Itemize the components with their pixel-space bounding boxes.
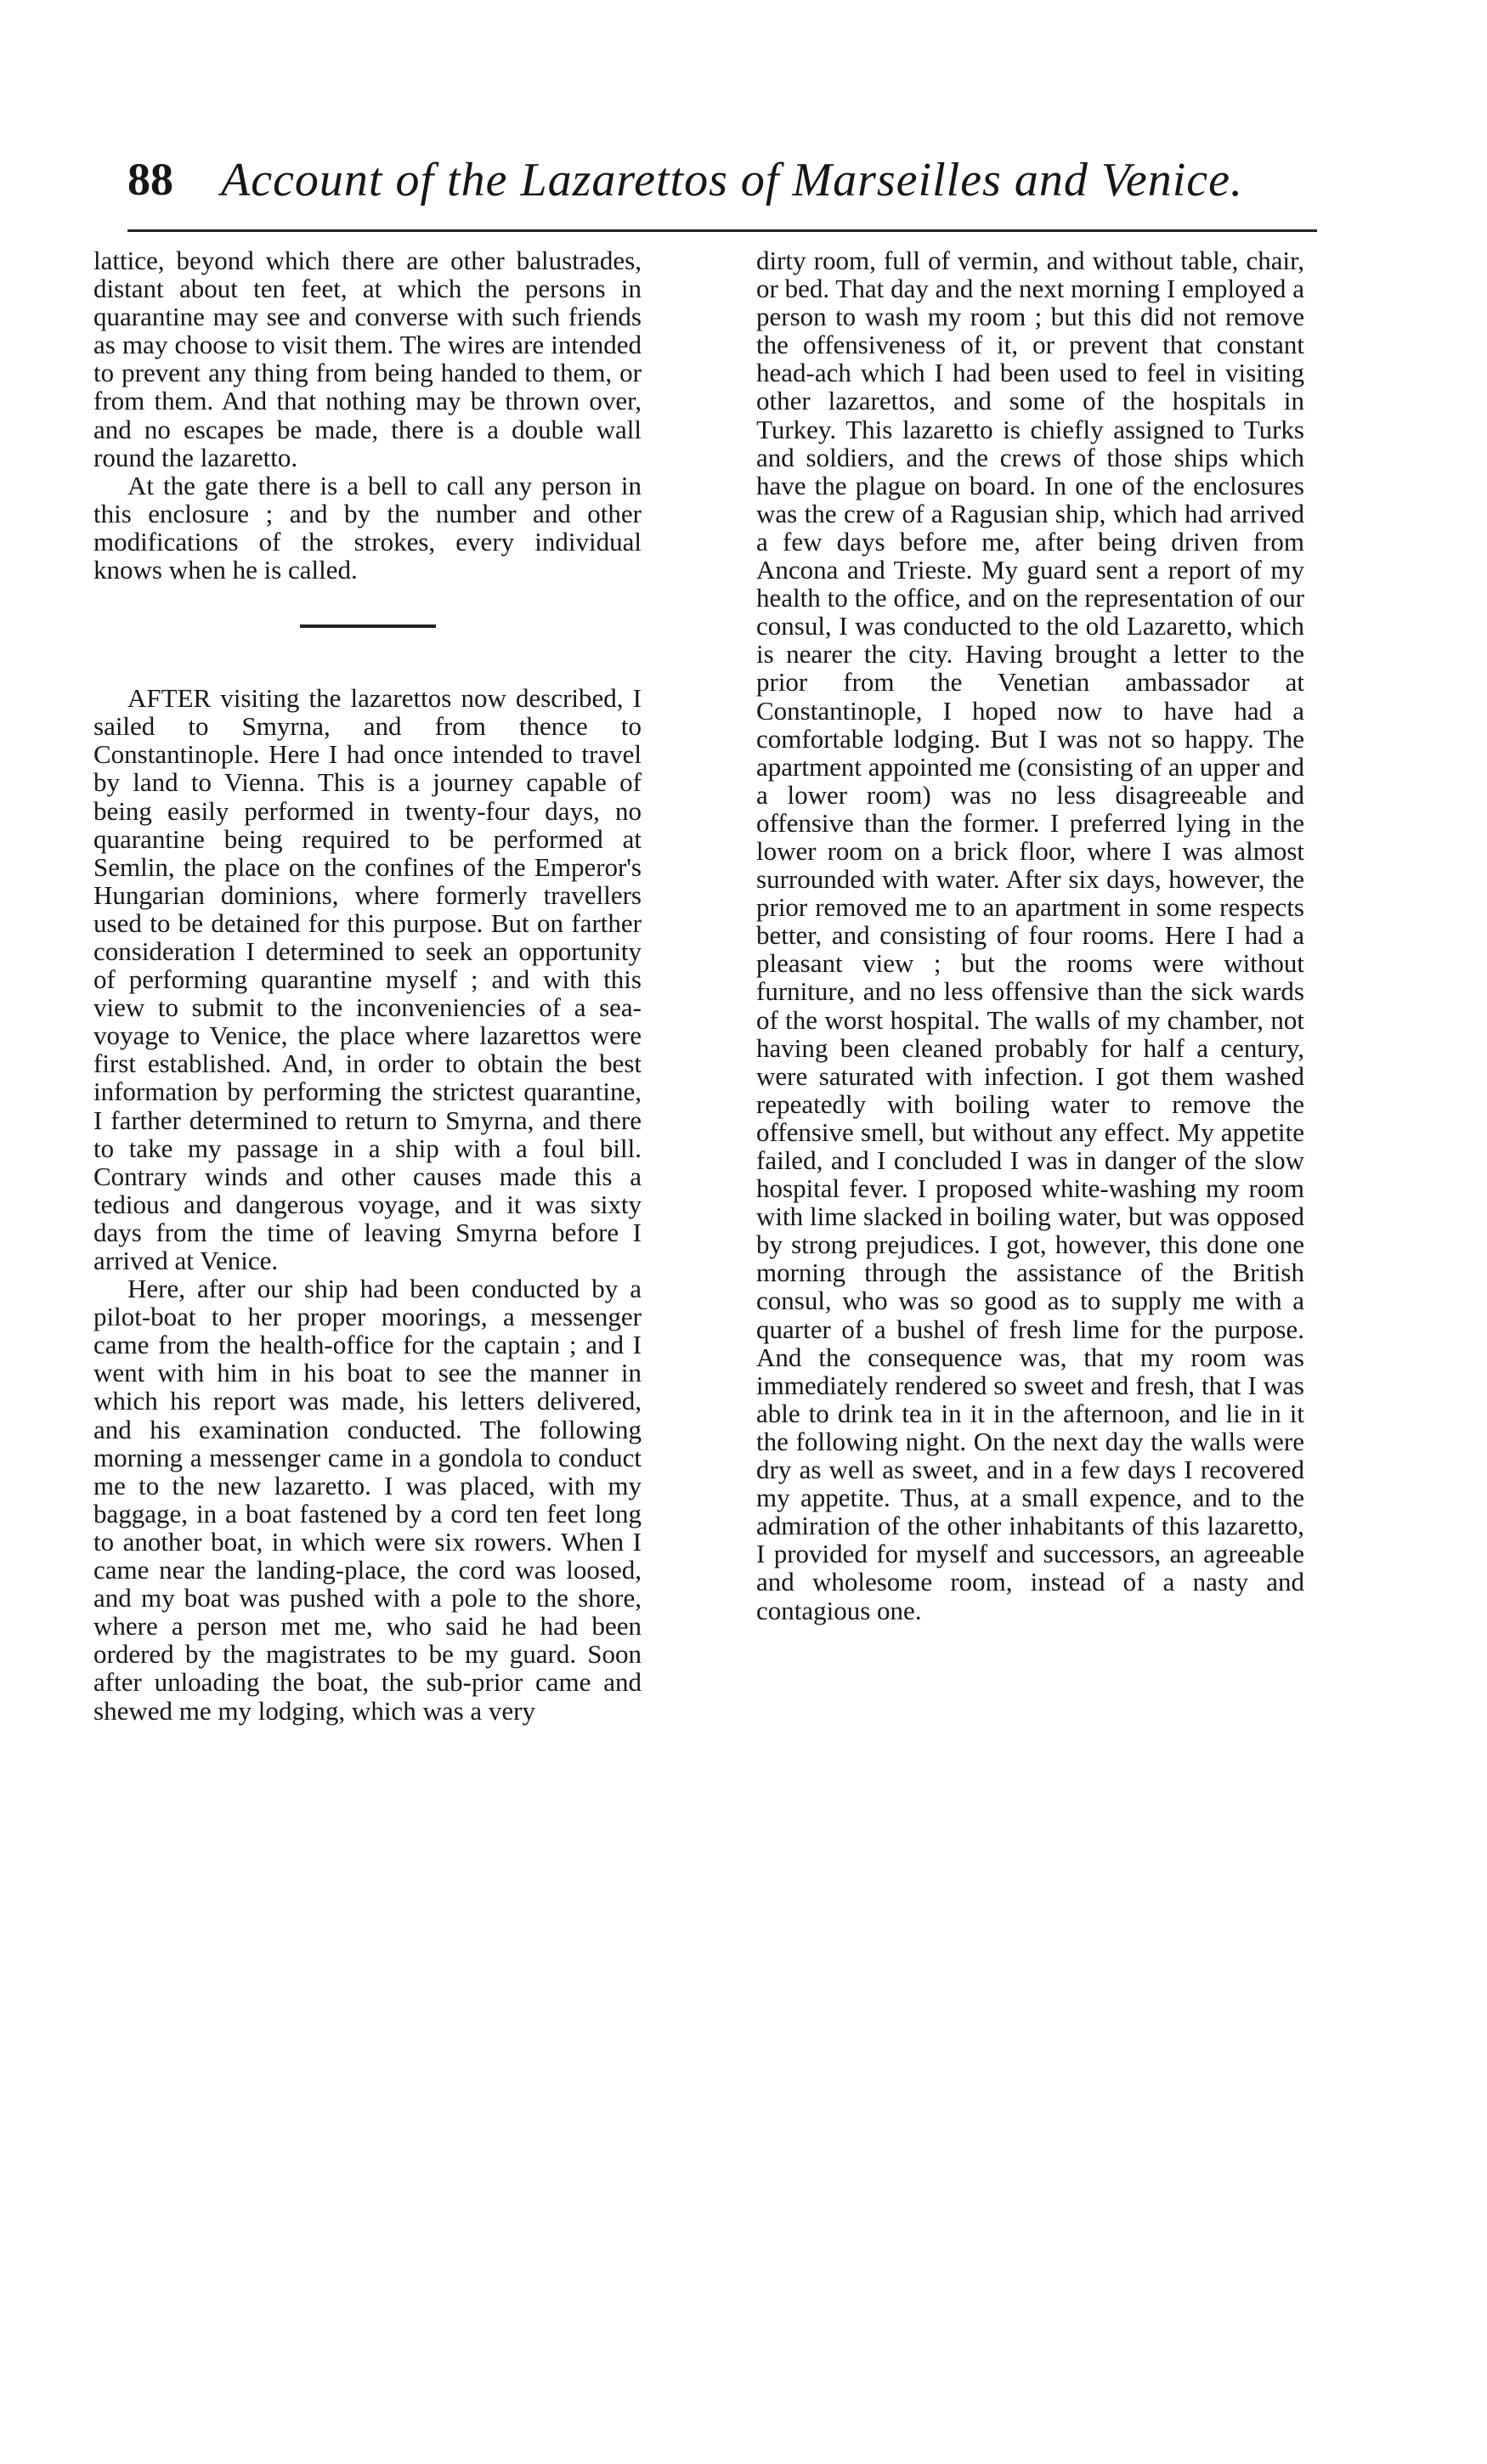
page-number: 88 <box>127 154 173 205</box>
paragraph-lodging: dirty room, full of vermin, and without table, chair, or bed. That day and the next morning I employed a person to wash my room ; but this did not remove the offensiveness of it, or prevent that constant head-ach which I had been used to feel in visiting other lazarettos, and some of the hospitals in Turkey. This lazaretto is chiefly assigned to Turks and soldiers, and the crews of those ships which have the plague on board. In one of the enclosures was the crew of a Ragusian ship, which had arrived a few days before me, after being driven from Ancona and Trieste. My guard sent a report of my health to the office, and on the representation of our consul, I was conducted to the old Lazaretto, which is nearer the city. Having brought a letter to the prior from the Venetian ambassador at Constantinople, I hoped now to have had a comfortable lodging. But I was not so happy. The apartment appointed me (consisting of an upper and a lower room) was no less disagreeable and offensive than the former. I preferred lying in the lower room on a brick floor, where I was almost surrounded with water. After six days, however, the prior removed me to an apartment in some respects better, and consisting of four rooms. Here I had a pleasant view ; but the rooms were without furniture, and no less offensive than the sick wards of the worst hospital. The walls of my chamber, not having been cleaned probably for half a century, were saturated with infection. I got them washed repeatedly with boiling water to remove the offensive smell, but without any effect. My appetite failed, and I concluded I was in danger of the slow hospital fever. I proposed white-washing my room with lime slacked in boiling water, but was opposed by strong prejudices. I got, however, this done one morning through the assistance of the British consul, who was so good as to supply me with a quarter of a bushel of fresh lime for the purpose. And the consequence was, that my room was immediately rendered so sweet and fresh, that I was able to drink tea in it in the afternoon, and lie in it the following night. On the next day the walls were dry as well as sweet, and in a few days I recovered my appetite. Thus, at a small expence, and to the admiration of the other inhabitants of this lazaretto, I provided for myself and successors, an agreeable and wholesome room, instead of a nasty and contagious one. <box>756 246 1304 1625</box>
section-divider <box>300 624 436 628</box>
paragraph-balustrades: lattice, beyond which there are other balustrades, distant about ten feet, at which the persons in quarantine may see and converse with such friends as may choose to visit them. The wires are intended to prevent any thing from being handed to them, or from them. And that nothing may be thrown over, and no escapes be made, there is a double wall round the lazaretto. <box>93 246 642 472</box>
running-title: Account of the Lazarettos of Marseilles and Venice. <box>221 154 1243 206</box>
paragraph-bell: At the gate there is a bell to call any person in this enclosure ; and by the number and other modifications of the strokes, every individual knows when he is called. <box>93 470 642 585</box>
right-column <box>756 246 1304 1625</box>
page-header <box>127 153 1317 232</box>
paragraph-voyage: AFTER visiting the lazarettos now described, I sailed to Smyrna, and from thence to Constantinople. Here I had once intended to travel by land to Vienna. This is a journey capable of being easily performed in twenty-four days, no quarantine being required to be performed at Semlin, the place on the confines of the Emperor's Hungarian dominions, where formerly travellers used to be detained for this purpose. But on farther consideration I determined to seek an opportunity of performing quarantine myself ; and with this view to submit to the inconveniencies of a sea-voyage to Venice, the place where lazarettos were first established. And, in order to obtain the best information by performing the strictest quarantine, I farther determined to return to Smyrna, and there to take my passage in a ship with a foul bill. Contrary winds and other causes made this a tedious and dangerous voyage, and it was sixty days from the time of leaving Smyrna before I arrived at Venice. <box>93 683 642 1275</box>
left-column <box>93 246 642 1725</box>
paragraph-arrival: Here, after our ship had been conducted by a pilot-boat to her proper moorings, a messenger came from the health-office for the captain ; and I went with him in his boat to see the manner in which his report was made, his letters delivered, and his examination conducted. The following morning a messenger came in a gondola to conduct me to the new lazaretto. I was placed, with my baggage, in a boat fastened by a cord ten feet long to another boat, in which were six rowers. When I came near the landing-place, the cord was loosed, and my boat was pushed with a pole to the shore, where a person met me, who said he had been ordered by the magistrates to be my guard. Soon after unloading the boat, the sub-prior came and shewed me my lodging, which was a very <box>93 1274 642 1726</box>
